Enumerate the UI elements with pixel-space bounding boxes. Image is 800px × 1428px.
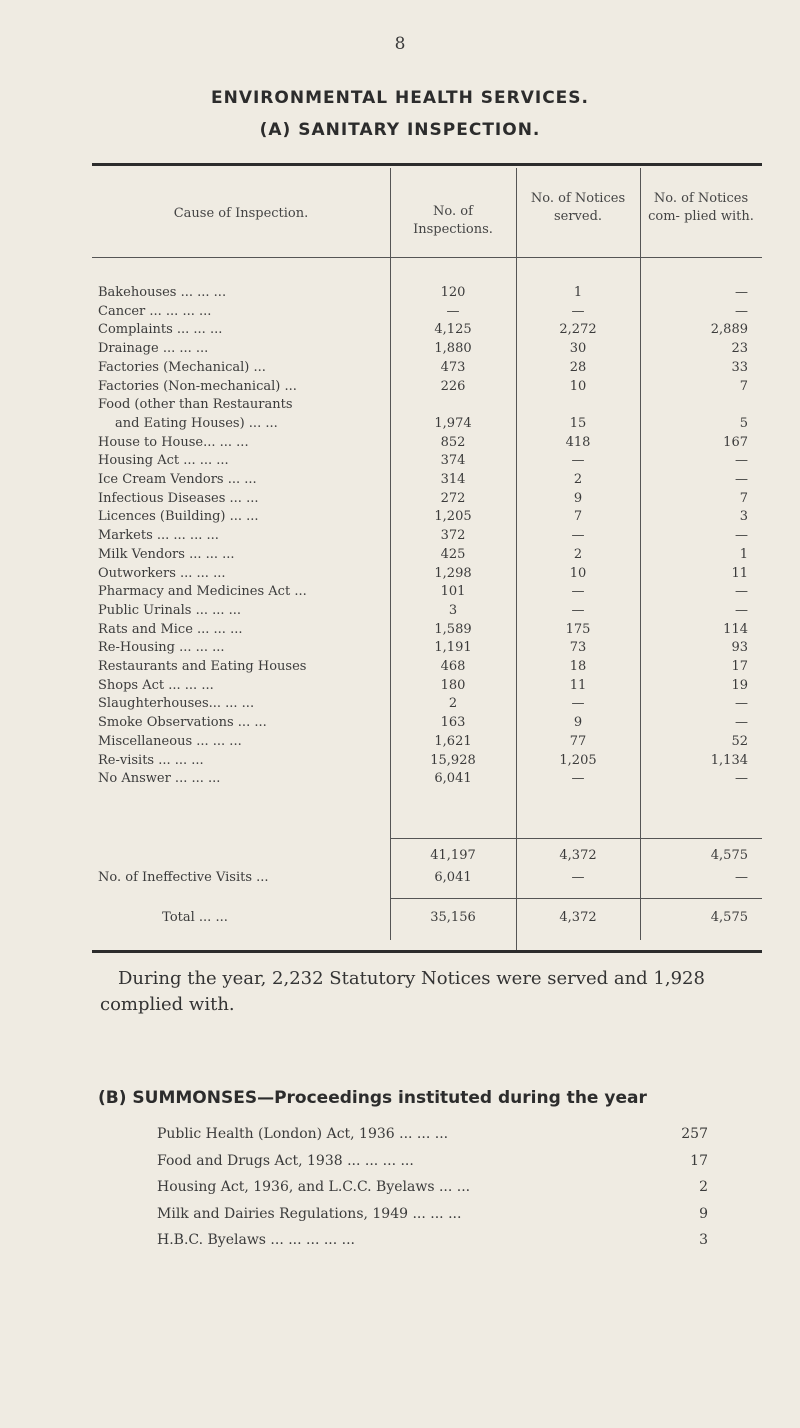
- row-inspections: 1,974: [434, 415, 472, 431]
- row-notices-served: —: [571, 602, 585, 618]
- row-notices-complied: 2,889: [710, 322, 748, 338]
- summons-act: Housing Act, 1936, and L.C.C. Byelaws ... ...: [157, 1179, 471, 1195]
- row-inspections: 120: [440, 285, 466, 300]
- section-a-title: (A) SANITARY INSPECTION.: [259, 120, 541, 140]
- row-cause: Smoke Observations ... ...: [98, 715, 267, 731]
- row-notices-complied: 167: [723, 434, 748, 450]
- row-cause: Rats and Mice ... ... ...: [98, 621, 243, 637]
- row-notices-complied: —: [735, 303, 748, 319]
- row-notices-complied: —: [735, 715, 748, 731]
- row-notices-served: 15: [569, 415, 587, 431]
- row-notices-complied: 1: [739, 546, 748, 562]
- row-notices-complied: —: [735, 285, 748, 300]
- row-cause: Restaurants and Eating Houses: [98, 659, 307, 674]
- table-row: [0, 603, 800, 622]
- page-title: ENVIRONMENTAL HEALTH SERVICES.: [210, 88, 589, 108]
- subtotal-served: 4,372: [559, 848, 597, 863]
- row-notices-served: 1,205: [559, 752, 597, 768]
- row-cause: Factories (Non-mechanical) ...: [98, 378, 297, 394]
- row-cause: Slaughterhouses... ... ...: [98, 696, 255, 712]
- table-row: [0, 285, 800, 304]
- table-row: [0, 435, 800, 454]
- row-notices-served: —: [571, 303, 585, 319]
- summons-act: Public Health (London) Act, 1936 ... ... ...: [157, 1126, 449, 1142]
- summons-act: Food and Drugs Act, 1938 ... ... ... ...: [157, 1152, 414, 1169]
- row-notices-complied: 5: [739, 415, 748, 431]
- table-row: [0, 453, 800, 472]
- summons-act: H.B.C. Byelaws ... ... ... ... ...: [157, 1232, 355, 1248]
- row-inspections: 226: [440, 378, 466, 394]
- row-inspections: 163: [440, 715, 466, 731]
- row-notices-served: 11: [569, 677, 587, 693]
- total-complied: 4,575: [710, 910, 748, 925]
- row-notices-complied: 52: [731, 733, 748, 749]
- table-row: [0, 584, 800, 603]
- row-inspections: 272: [440, 490, 466, 506]
- row-notices-complied: 7: [739, 378, 748, 394]
- subtotal-row: [0, 848, 800, 867]
- row-inspections: 372: [440, 528, 466, 544]
- row-notices-complied: 7: [739, 490, 748, 506]
- row-notices-complied: 19: [731, 677, 748, 693]
- total-row: [0, 910, 800, 929]
- total-served: 4,372: [559, 910, 597, 925]
- row-notices-served: 2,272: [559, 322, 597, 338]
- row-notices-complied: —: [735, 472, 748, 487]
- row-inspections: 852: [440, 434, 466, 450]
- total-label: Total ... ...: [162, 910, 228, 925]
- row-notices-complied: —: [735, 584, 748, 600]
- row-notices-complied: —: [735, 453, 748, 469]
- row-notices-served: 9: [573, 715, 583, 731]
- table-row: [0, 640, 800, 659]
- row-inspections: 180: [440, 677, 466, 693]
- row-cause: Bakehouses ... ... ...: [98, 285, 227, 300]
- row-notices-served: 175: [565, 621, 591, 637]
- row-notices-complied: 3: [739, 509, 748, 525]
- row-notices-served: —: [571, 771, 585, 787]
- row-notices-complied: —: [735, 771, 748, 787]
- row-cause: Infectious Diseases ... ...: [98, 490, 259, 506]
- table-row: [0, 416, 800, 435]
- row-cause: No Answer ... ... ...: [98, 771, 221, 787]
- table-row: [0, 509, 800, 528]
- row-notices-complied: —: [735, 528, 748, 544]
- row-cause: Pharmacy and Medicines Act ...: [98, 584, 307, 600]
- row-inspections: 3: [448, 602, 458, 618]
- row-cause: House to House... ... ...: [98, 434, 249, 450]
- row-notices-served: 2: [573, 472, 583, 487]
- row-notices-complied: 114: [723, 621, 748, 637]
- row-cause: Housing Act ... ... ...: [98, 453, 229, 469]
- row-notices-served: —: [571, 453, 585, 469]
- summons-count: 17: [690, 1152, 708, 1169]
- row-notices-complied: —: [735, 602, 748, 618]
- row-notices-complied: 23: [731, 341, 748, 357]
- summons-count: 3: [699, 1232, 708, 1248]
- row-inspections: 374: [440, 453, 466, 469]
- row-cause: Cancer ... ... ... ...: [98, 303, 212, 319]
- row-notices-served: 77: [569, 733, 587, 749]
- row-notices-served: 30: [569, 341, 587, 357]
- row-notices-served: 2: [573, 546, 583, 562]
- row-inspections: —: [446, 303, 460, 319]
- row-inspections: 6,041: [434, 771, 472, 787]
- ineffective-complied: —: [735, 870, 748, 885]
- row-cause: Re-Housing ... ... ...: [98, 640, 225, 656]
- total-rule: [390, 898, 762, 899]
- list-item: [0, 1126, 800, 1148]
- table-row: [0, 304, 800, 323]
- table-row: [0, 547, 800, 566]
- header-notices-served: No. of Notices served.: [530, 191, 626, 224]
- row-notices-served: 28: [569, 359, 587, 375]
- row-cause: Outworkers ... ... ...: [98, 565, 226, 581]
- subtotal-complied: 4,575: [710, 848, 748, 863]
- row-notices-served: 10: [569, 565, 587, 581]
- row-inspections: 468: [440, 659, 466, 674]
- row-inspections: 473: [440, 359, 466, 375]
- row-cause: Factories (Mechanical) ...: [98, 359, 266, 375]
- row-cause: Drainage ... ... ...: [98, 341, 209, 357]
- ineffective-visits-label: No. of Ineffective Visits ...: [98, 870, 269, 885]
- row-cause: Complaints ... ... ...: [98, 322, 223, 338]
- header-inspections: No. of Inspections.: [413, 204, 493, 237]
- row-inspections: 4,125: [434, 322, 472, 338]
- list-item: [0, 1153, 800, 1175]
- row-notices-served: 9: [573, 490, 583, 506]
- table-top-rule: [92, 163, 762, 166]
- row-cause: Miscellaneous ... ... ...: [98, 733, 242, 749]
- header-notices-complied: No. of Notices com- plied with.: [648, 191, 754, 224]
- row-cause: Milk Vendors ... ... ...: [98, 546, 235, 562]
- subtotal-inspections: 41,197: [430, 848, 476, 863]
- table-row: [0, 379, 800, 398]
- row-notices-served: 10: [569, 378, 587, 394]
- row-inspections: 1,205: [434, 509, 472, 525]
- row-cause: Re-visits ... ... ...: [98, 752, 204, 768]
- row-inspections: 1,298: [434, 565, 472, 581]
- table-row: [0, 715, 800, 734]
- ineffective-inspections: 6,041: [434, 870, 472, 885]
- row-cause: and Eating Houses) ... ...: [115, 415, 278, 431]
- table-row: [0, 322, 800, 341]
- row-inspections: 1,880: [434, 341, 472, 357]
- list-item: [0, 1232, 800, 1254]
- row-cause: Markets ... ... ... ...: [98, 528, 219, 544]
- row-notices-served: —: [571, 696, 585, 712]
- row-notices-served: 7: [573, 509, 583, 525]
- summons-count: 9: [699, 1205, 708, 1222]
- table-row: [0, 528, 800, 547]
- row-notices-served: —: [571, 584, 585, 600]
- row-notices-served: 73: [569, 640, 587, 656]
- list-item: [0, 1179, 800, 1201]
- row-inspections: 2: [448, 696, 458, 712]
- row-inspections: 1,191: [434, 640, 472, 656]
- table-row: [0, 360, 800, 379]
- row-notices-served: 18: [569, 659, 587, 674]
- summons-act: Milk and Dairies Regulations, 1949 ... ... ...: [157, 1205, 462, 1222]
- ineffective-served: —: [571, 870, 585, 885]
- row-inspections: 15,928: [430, 752, 476, 768]
- table-row: [0, 678, 800, 697]
- total-inspections: 35,156: [430, 910, 476, 925]
- row-cause: Shops Act ... ... ...: [98, 677, 214, 693]
- subtotal-rule: [390, 838, 762, 839]
- header-divider: [92, 257, 762, 258]
- table-row: [0, 622, 800, 641]
- summons-count: 2: [699, 1179, 708, 1195]
- table-row: [0, 734, 800, 753]
- table-row: [0, 696, 800, 715]
- row-notices-complied: —: [735, 696, 748, 712]
- row-notices-complied: 93: [731, 640, 748, 656]
- summons-count: 257: [681, 1126, 708, 1142]
- row-inspections: 101: [440, 584, 466, 600]
- table-row: [0, 566, 800, 585]
- row-inspections: 1,589: [434, 621, 472, 637]
- ineffective-visits-row: [0, 870, 800, 889]
- table-row: [0, 753, 800, 772]
- row-notices-served: —: [571, 528, 585, 544]
- row-cause: Ice Cream Vendors ... ...: [98, 472, 257, 487]
- row-cause: Licences (Building) ... ...: [98, 509, 259, 525]
- table-bottom-rule: [92, 950, 762, 953]
- table-row: [0, 341, 800, 360]
- page-number: 8: [394, 34, 406, 54]
- row-notices-complied: 1,134: [710, 752, 748, 768]
- table-row: [0, 397, 800, 416]
- table-row: [0, 491, 800, 510]
- row-cause: Public Urinals ... ... ...: [98, 602, 242, 618]
- row-notices-served: 1: [573, 285, 583, 300]
- row-notices-complied: 33: [731, 359, 748, 375]
- row-inspections: 1,621: [434, 733, 472, 749]
- statutory-notices-paragraph: During the year, 2,232 Statutory Notices were served and 1,928 complied with.: [100, 968, 705, 1015]
- list-item: [0, 1206, 800, 1228]
- table-row: [0, 771, 800, 790]
- row-inspections: 314: [440, 472, 466, 487]
- row-inspections: 425: [440, 546, 466, 562]
- section-b-title: (B) SUMMONSES—Proceedings instituted during the year: [98, 1088, 647, 1108]
- table-row: [0, 659, 800, 678]
- header-cause: Cause of Inspection.: [173, 206, 309, 221]
- row-notices-complied: 17: [731, 659, 748, 674]
- row-notices-complied: 11: [731, 565, 748, 581]
- table-row: [0, 472, 800, 491]
- row-notices-served: 418: [565, 434, 591, 450]
- row-cause: Food (other than Restaurants: [98, 397, 293, 413]
